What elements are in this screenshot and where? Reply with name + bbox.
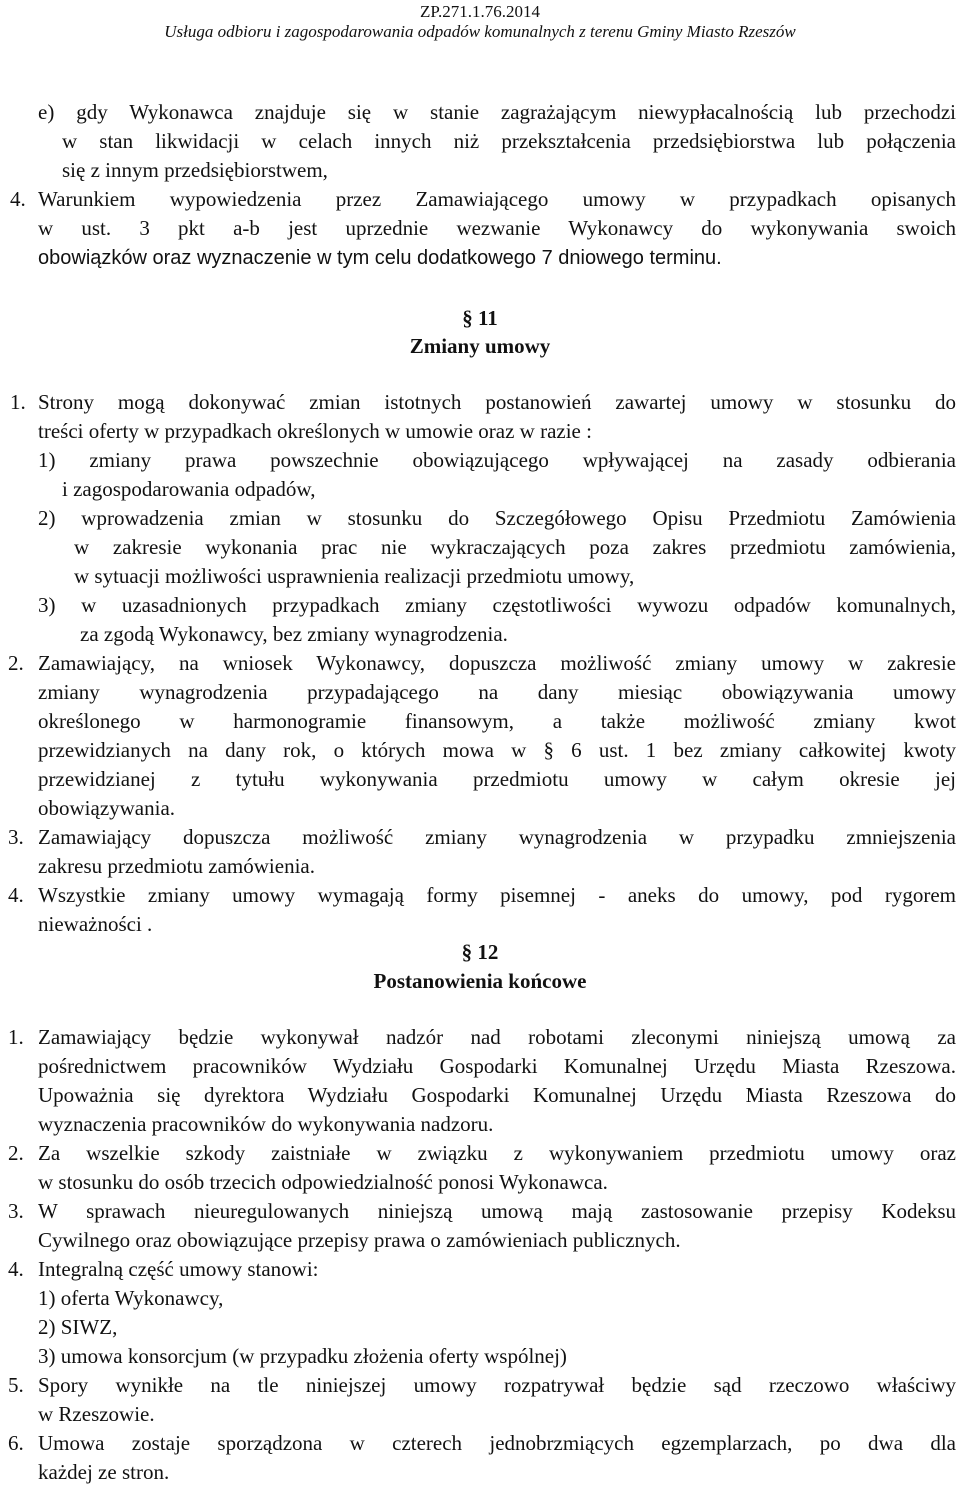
s11-p4-number: 4. bbox=[8, 883, 24, 907]
s11-p3-line1: Zamawiający dopuszcza możliwość zmiany wynagrodzenia w przypadku zmniejszenia bbox=[38, 825, 956, 849]
s11-p2-line5: przewidzianej z tytułu wykonywania przedmiotu umowy w całym okresie jej bbox=[38, 767, 956, 791]
s12-p4-line1: Integralną część umowy stanowi: bbox=[38, 1257, 319, 1281]
s12-p1-number: 1. bbox=[8, 1025, 24, 1049]
service-title: Usługa odbioru i zagospodarowania odpadów komunalnych z terenu Gminy Miasto Rzeszów bbox=[164, 22, 796, 41]
s12-p1-line4: wyznaczenia pracowników do wykonywania nadzoru. bbox=[38, 1112, 494, 1136]
s11-p1-line1: Strony mogą dokonywać zmian istotnych postanowień zawartej umowy w stosunku do bbox=[38, 390, 956, 414]
s12-p3-line1: W sprawach nieuregulowanych niniejszą umową mają zastosowanie przepisy Kodeksu bbox=[38, 1199, 956, 1223]
section-11-number: § 11 bbox=[462, 306, 498, 330]
s11-p3-line2: zakresu przedmiotu zamówienia. bbox=[38, 854, 315, 878]
s12-p1-line2: pośrednictwem pracowników Wydziału Gospodarki Komunalnej Urzędu Miasta Rzeszowa. bbox=[38, 1054, 956, 1078]
s12-p2-line1: Za wszelkie szkody zaistniałe w związku z wykonywaniem przedmiotu umowy oraz bbox=[38, 1141, 956, 1165]
s11-p2-number: 2. bbox=[8, 651, 24, 675]
s12-p2-number: 2. bbox=[8, 1141, 24, 1165]
document-number: ZP.271.1.76.2014 bbox=[420, 2, 540, 21]
s12-p5-line2: w Rzeszowie. bbox=[38, 1402, 155, 1426]
s11-p2-line1: Zamawiający, na wniosek Wykonawcy, dopuszcza możliwość zmiany umowy w zakresie bbox=[38, 651, 956, 675]
s11-item1-line1: 1) zmiany prawa powszechnie obowiązującego wpływającej na zasady odbierania bbox=[38, 448, 956, 472]
intro-e-line1: e) gdy Wykonawca znajduje się w stanie zagrażającym niewypłacalnością lub przechodzi bbox=[38, 100, 956, 124]
section-12-title: Postanowienia końcowe bbox=[373, 969, 587, 993]
s12-p2-line2: w stosunku do osób trzecich odpowiedzialność ponosi Wykonawca. bbox=[38, 1170, 608, 1194]
s12-p3-number: 3. bbox=[8, 1199, 24, 1223]
section-12-number: § 12 bbox=[461, 940, 499, 964]
s12-p4-item3: 3) umowa konsorcjum (w przypadku złożenia oferty wspólnej) bbox=[38, 1344, 567, 1368]
s12-p3-line2: Cywilnego oraz obowiązujące przepisy prawa o zamówieniach publicznych. bbox=[38, 1228, 681, 1252]
intro-p4-number: 4. bbox=[10, 187, 26, 211]
s12-p6-line2: każdej ze stron. bbox=[38, 1460, 170, 1484]
s11-item3-line1: 3) w uzasadnionych przypadkach zmiany częstotliwości wywozu odpadów komunalnych, bbox=[38, 593, 956, 617]
s12-p4-number: 4. bbox=[8, 1257, 24, 1281]
intro-p4-line3: obowiązków oraz wyznaczenie w tym celu dodatkowego 7 dniowego terminu. bbox=[38, 247, 722, 269]
intro-p4-line1: Warunkiem wypowiedzenia przez Zamawiającego umowy w przypadkach opisanych bbox=[38, 187, 956, 211]
s11-p2-line2: zmiany wynagrodzenia przypadającego na dany miesiąc obowiązywania umowy bbox=[38, 680, 956, 704]
s11-p3-number: 3. bbox=[8, 825, 24, 849]
intro-p4-line2: w ust. 3 pkt a-b jest uprzednie wezwanie Wykonawcy do wykonywania swoich bbox=[38, 216, 956, 240]
page-header bbox=[0, 2, 960, 42]
s11-item2-line1: 2) wprowadzenia zmian w stosunku do Szczegółowego Opisu Przedmiotu Zamówienia bbox=[38, 506, 956, 530]
intro-e-line3: się z innym przedsiębiorstwem, bbox=[62, 158, 328, 182]
section-11-title: Zmiany umowy bbox=[409, 334, 551, 358]
s12-p1-line3: Upoważnia się dyrektora Wydziału Gospodarki Komunalnej Urzędu Miasta Rzeszowa do bbox=[38, 1083, 956, 1107]
s12-p4-item1: 1) oferta Wykonawcy, bbox=[38, 1286, 224, 1310]
intro-e-line2: w stan likwidacji w celach innych niż przekształcenia przedsiębiorstwa lub połączenia bbox=[62, 129, 956, 153]
s12-p5-number: 5. bbox=[8, 1373, 24, 1397]
s11-p4-line1: Wszystkie zmiany umowy wymagają formy pisemnej - aneks do umowy, pod rygorem bbox=[38, 883, 956, 907]
s11-p2-line3: określonego w harmonogramie finansowym, a także możliwość zmiany kwot bbox=[38, 709, 956, 733]
s12-p6-number: 6. bbox=[8, 1431, 24, 1455]
s11-p2-line4: przewidzianych na dany rok, o których mowa w § 6 ust. 1 bez zmiany całkowitej kwoty bbox=[38, 738, 956, 762]
s12-p4-item2: 2) SIWZ, bbox=[38, 1315, 118, 1339]
s11-item2-line3: w sytuacji możliwości usprawnienia realizacji przedmiotu umowy, bbox=[74, 564, 635, 588]
s12-p5-line1: Spory wynikłe na tle niniejszej umowy rozpatrywał będzie sąd rzeczowo właściwy bbox=[38, 1373, 956, 1397]
s11-p2-line6: obowiązywania. bbox=[38, 796, 176, 820]
s11-p4-line2: nieważności . bbox=[38, 912, 153, 936]
s11-p1-number: 1. bbox=[10, 390, 26, 414]
s11-item1-line2: i zagospodarowania odpadów, bbox=[62, 477, 316, 501]
s11-item2-line2: w zakresie wykonania prac nie wykraczających poza zakres przedmiotu zamówienia, bbox=[74, 535, 956, 559]
s11-item3-line2: za zgodą Wykonawcy, bez zmiany wynagrodzenia. bbox=[80, 622, 508, 646]
s12-p6-line1: Umowa zostaje sporządzona w czterech jednobrzmiących egzemplarzach, po dwa dla bbox=[38, 1431, 956, 1455]
s11-p1-line2: treści oferty w przypadkach określonych w umowie oraz w razie : bbox=[38, 419, 592, 443]
s12-p1-line1: Zamawiający będzie wykonywał nadzór nad robotami zleconymi niniejszą umową za bbox=[38, 1025, 956, 1049]
